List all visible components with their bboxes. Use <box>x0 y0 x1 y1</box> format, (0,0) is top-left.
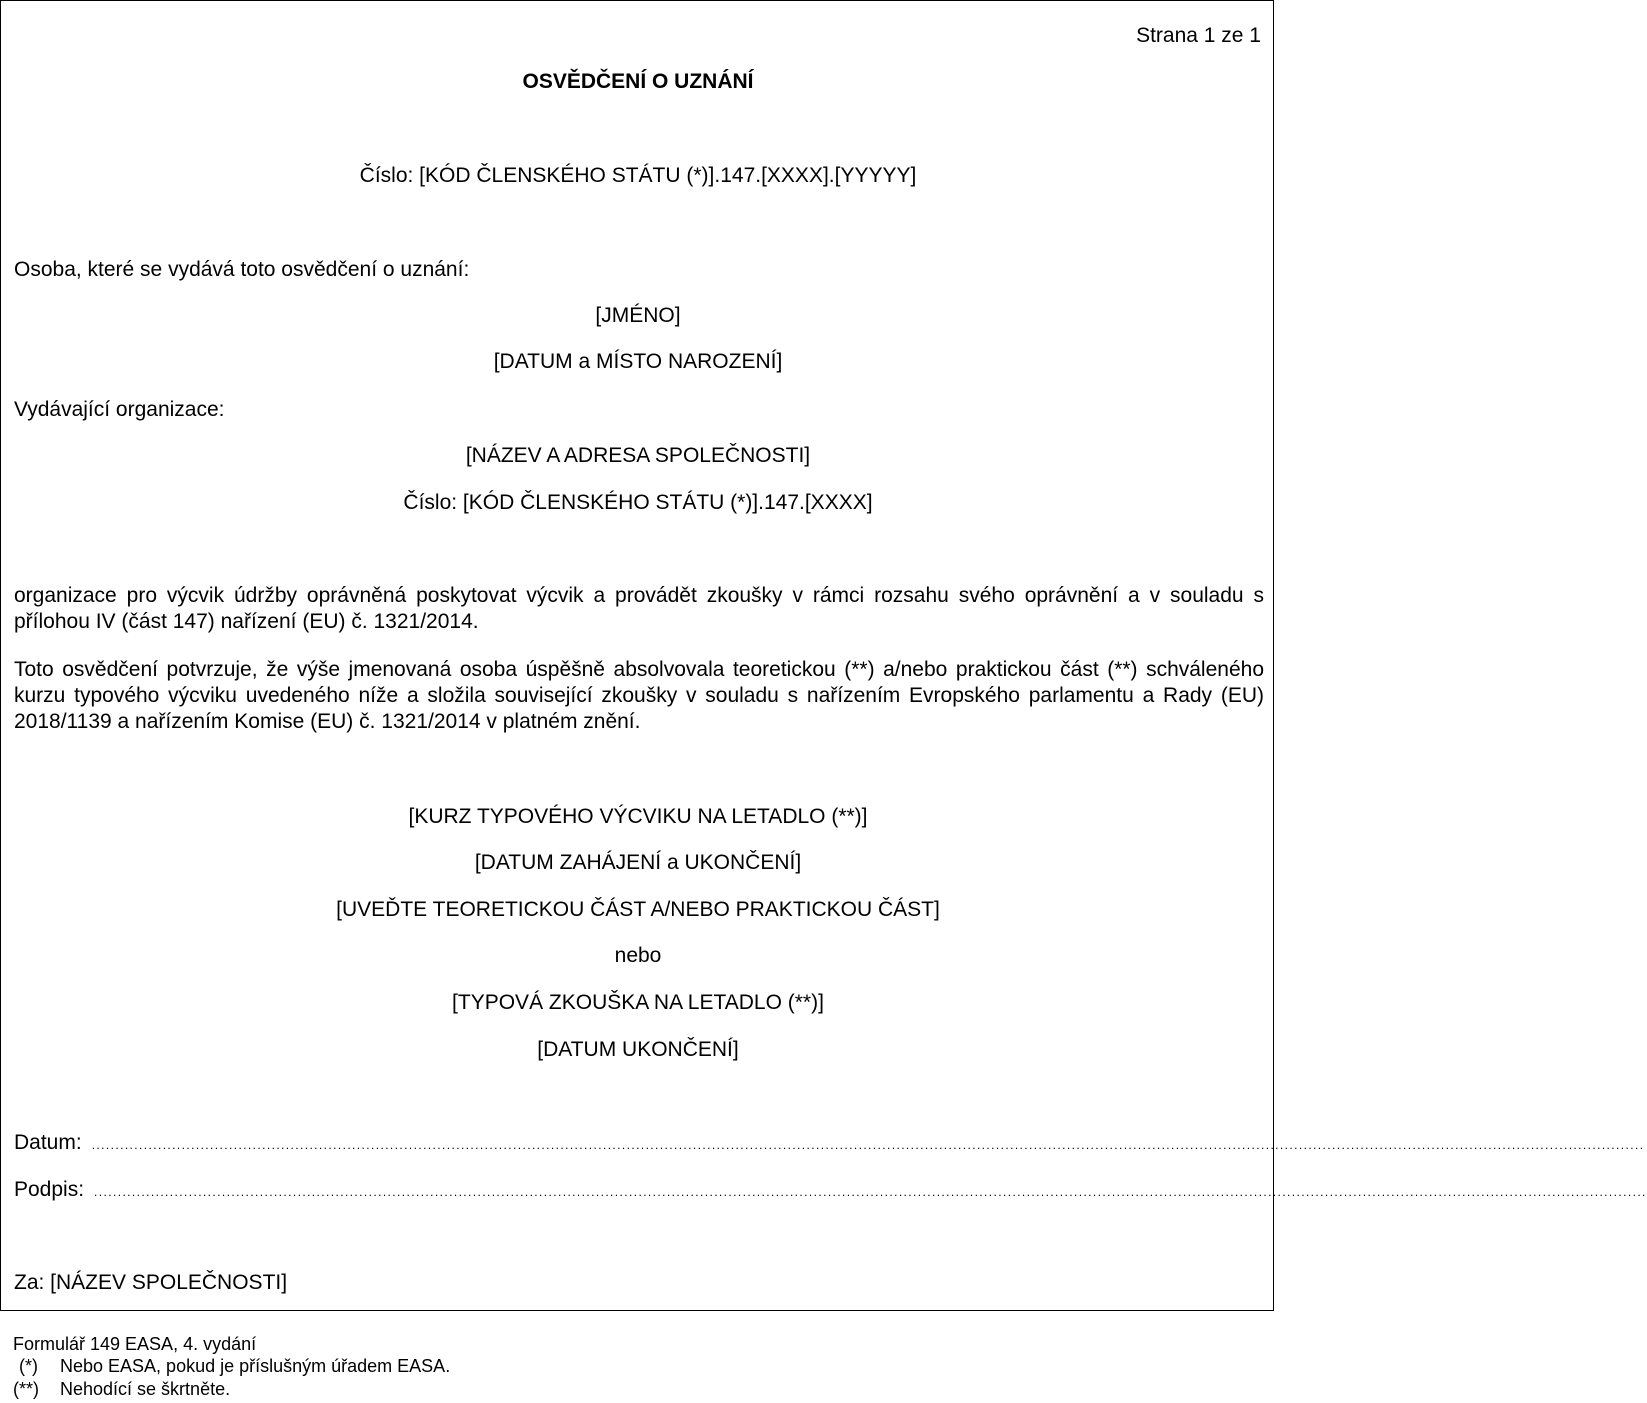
issuer-intro: Vydávající organizace: <box>14 398 225 421</box>
issuer-number: Číslo: [KÓD ČLENSKÉHO STÁTU (*)].147.[XXXX] <box>403 491 873 514</box>
course-or: nebo <box>614 944 662 967</box>
course-type: [KURZ TYPOVÉHO VÝCVIKU NA LETADLO (**)] <box>408 805 868 828</box>
page-label: Strana 1 ze 1 <box>1136 24 1261 47</box>
person-name: [JMÉNO] <box>595 304 681 327</box>
footnote-1 <box>13 1355 450 1377</box>
approval-paragraph: organizace pro výcvik údržby oprávněná poskytovat výcvik a provádět zkoušky v rámci rozsahu svého oprávnění a v souladu s přílohou IV (část 147) nařízení (EU) č. 1321/2014. <box>14 584 1264 633</box>
signature-label: Podpis: <box>14 1178 85 1201</box>
footnote-text: Nehodící se škrtněte. <box>60 1379 231 1399</box>
issuer-name: [NÁZEV A ADRESA SPOLEČNOSTI] <box>465 444 811 467</box>
certification-paragraph: Toto osvědčení potvrzuje, že výše jmenovaná osoba úspěšně absolvovala teoretickou (**) a/nebo praktickou část (**) schváleného kurzu typového výcviku uvedeného níže a složila související zkoušky v souladu s nařízením Evropského parlamentu a Rady (EU) 2018/1139 a nařízením Komise (EU) č. 1321/2014 v platném znění. <box>14 658 1264 733</box>
exam-type: [TYPOVÁ ZKOUŠKA NA LETADLO (**)] <box>452 991 824 1014</box>
signature-field[interactable]: ........................................................................................................................................................................................................................................................................................................................................ <box>94 1185 1647 1199</box>
company-line: Za: [NÁZEV SPOLEČNOSTI] <box>14 1271 288 1294</box>
date-row <box>14 1130 1645 1158</box>
footnote-2 <box>13 1378 230 1400</box>
form-id: Formulář 149 EASA, 4. vydání <box>13 1334 257 1354</box>
exam-date: [DATUM UKONČENÍ] <box>537 1038 739 1061</box>
footnote-text: Nebo EASA, pokud je příslušným úřadem EASA. <box>60 1356 451 1376</box>
person-birth: [DATUM a MÍSTO NAROZENÍ] <box>493 350 783 373</box>
signature-row <box>14 1177 1647 1205</box>
certificate-number: Číslo: [KÓD ČLENSKÉHO STÁTU (*)].147.[XXXX].[YYYYY] <box>359 164 917 187</box>
footnote-mark: (*) <box>19 1356 38 1376</box>
footnote-mark: (**) <box>13 1379 39 1399</box>
date-field[interactable]: ........................................................................................................................................................................................................................................................................................................................................ <box>91 1138 1645 1152</box>
date-label: Datum: <box>14 1131 82 1154</box>
course-dates: [DATUM ZAHÁJENÍ a UKONČENÍ] <box>474 851 802 874</box>
person-intro: Osoba, které se vydává toto osvědčení o uznání: <box>14 258 470 281</box>
page-title: OSVĚDČENÍ O UZNÁNÍ <box>522 70 754 93</box>
course-part: [UVEĎTE TEORETICKOU ČÁST A/NEBO PRAKTICKOU ČÁST] <box>336 898 940 921</box>
